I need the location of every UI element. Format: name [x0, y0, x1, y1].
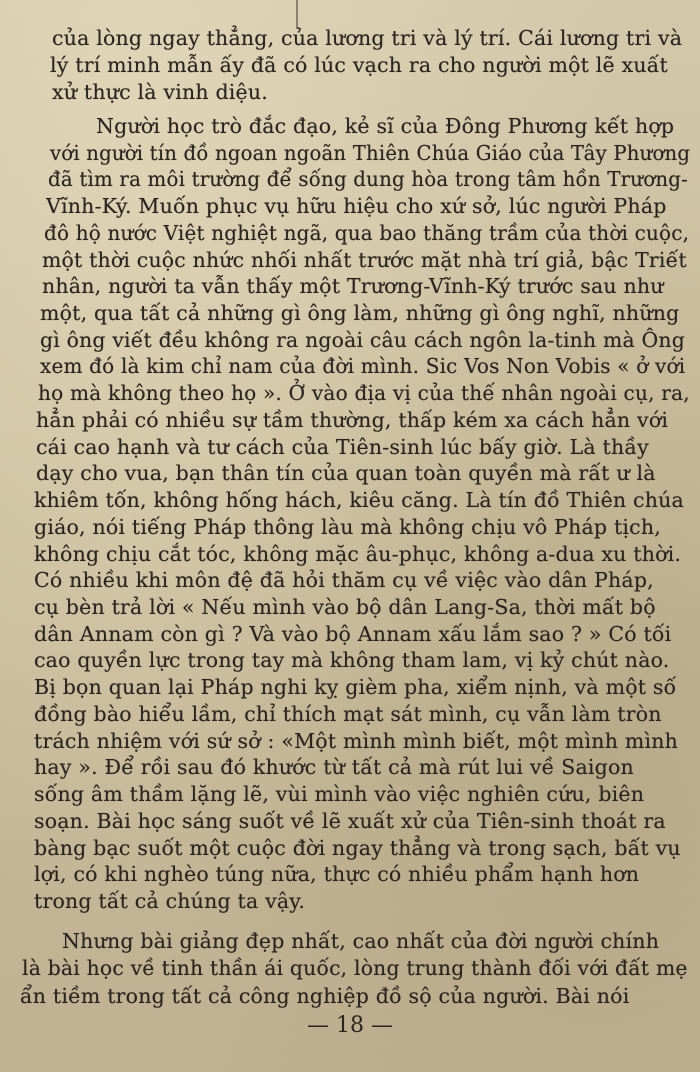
text-line-6: đã tìm ra môi trường để sống dung hòa trong tâm hồn Trương-: [48, 167, 689, 191]
text-line-14: họ mà không theo họ ». Ở vào địa vị của thế nhân ngoài cụ, ra,: [38, 381, 690, 405]
text-line-22: cụ bèn trả lời « Nếu mình vào bộ dân Lang-Sa, thời mất bộ: [34, 595, 656, 619]
text-line-18: khiêm tốn, không hống hách, kiêu căng. Là tín đồ Thiên chúa: [34, 488, 684, 512]
text-line-33: trong tất cả chúng ta vậy.: [34, 889, 306, 913]
text-line-19: giáo, nói tiếng Pháp thông làu mà không chịu vô Pháp tịch,: [34, 515, 661, 539]
text-line-12: gì ông viết đều không ra ngoài câu cách ngôn la-tinh mà Ông: [40, 328, 686, 352]
text-line-7: Vĩnh-Ký. Muốn phục vụ hữu hiệu cho xứ sở, lúc người Pháp: [46, 194, 667, 218]
text-line-1: của lòng ngay thẳng, của lương tri và lý trí. Cái lương tri và: [52, 26, 683, 50]
page-number: — 18 —: [307, 1013, 393, 1038]
text-line-35: là bài học về tinh thần ái quốc, lòng trung thành đối với đất mẹ: [22, 956, 688, 980]
text-line-2: lý trí minh mẫn ấy đã có lúc vạch ra cho người một lẽ xuất: [50, 53, 668, 77]
text-line-5: với người tín đồ ngoan ngoãn Thiên Chúa Giáo của Tây Phương: [50, 141, 691, 165]
text-line-23: dân Annam còn gì ? Và vào bộ Annam xấu lắm sao ? » Có tối: [34, 622, 672, 646]
text-line-26: đồng bào hiểu lầm, chỉ thích mạt sát mình, cụ vẫn làm tròn: [34, 702, 662, 726]
text-line-9: một thời cuộc nhức nhối nhất trước mặt nhà trí giả, bậc Triết: [42, 248, 687, 272]
text-line-29: sống âm thầm lặng lẽ, vùi mình vào việc nghiên cứu, biên: [34, 782, 645, 806]
text-line-25: Bị bọn quan lại Pháp nghi kỵ gièm pha, xiểm nịnh, và một số: [34, 675, 677, 699]
text-line-4: Người học trò đắc đạo, kẻ sĩ của Đông Phương kết hợp: [96, 114, 675, 138]
text-line-8: đô hộ nước Việt nghiệt ngã, qua bao thăng trầm của thời cuộc,: [44, 221, 690, 245]
text-line-30: soạn. Bài học sáng suốt về lẽ xuất xử của Tiên-sinh thoát ra: [34, 809, 666, 833]
text-line-13: xem đó là kim chỉ nam của đời mình. Sic Vos Non Vobis « ở với: [40, 354, 686, 378]
text-line-21: Có nhiều khi môn đệ đã hỏi thăm cụ về việc vào dân Pháp,: [34, 568, 654, 592]
text-line-27: trách nhiệm với sứ sở : «Một mình mình biết, một mình mình: [34, 729, 679, 753]
text-line-24: cao quyền lực trong tay mà không tham lam, vị kỷ chút nào.: [34, 648, 670, 672]
text-line-10: nhân, người ta vẫn thấy một Trương-Vĩnh-Ký trước sau như: [42, 274, 664, 298]
text-line-16: cái cao hạnh và tư cách của Tiên-sinh lúc bấy giờ. Là thầy: [36, 435, 649, 459]
text-line-11: một, qua tất cả những gì ông làm, những gì ông nghĩ, những: [40, 301, 680, 325]
text-line-34: Nhưng bài giảng đẹp nhất, cao nhất của đời người chính: [62, 929, 660, 953]
text-line-32: lợi, có khi nghèo túng nữa, thực có nhiều phẩm hạnh hơn: [34, 862, 640, 886]
text-line-28: hay ». Để rồi sau đó khước từ tất cả mà rút lui về Saigon: [34, 755, 634, 779]
text-line-15: hẳn phải có nhiều sự tầm thường, thấp kém xa cách hẳn với: [36, 408, 669, 432]
text-line-20: không chịu cắt tóc, không mặc âu-phục, không a-dua xu thời.: [34, 542, 682, 566]
text-line-3: xử thực là vinh diệu.: [52, 80, 269, 104]
text-line-31: bàng bạc suốt một cuộc đời ngay thẳng và trong sạch, bất vụ: [34, 836, 681, 860]
text-line-17: dạy cho vua, bạn thân tín của quan toàn quyền mà rất ư là: [36, 461, 656, 485]
text-line-36: ẩn tiềm trong tất cả công nghiệp đồ sộ của người. Bài nói: [20, 984, 630, 1008]
